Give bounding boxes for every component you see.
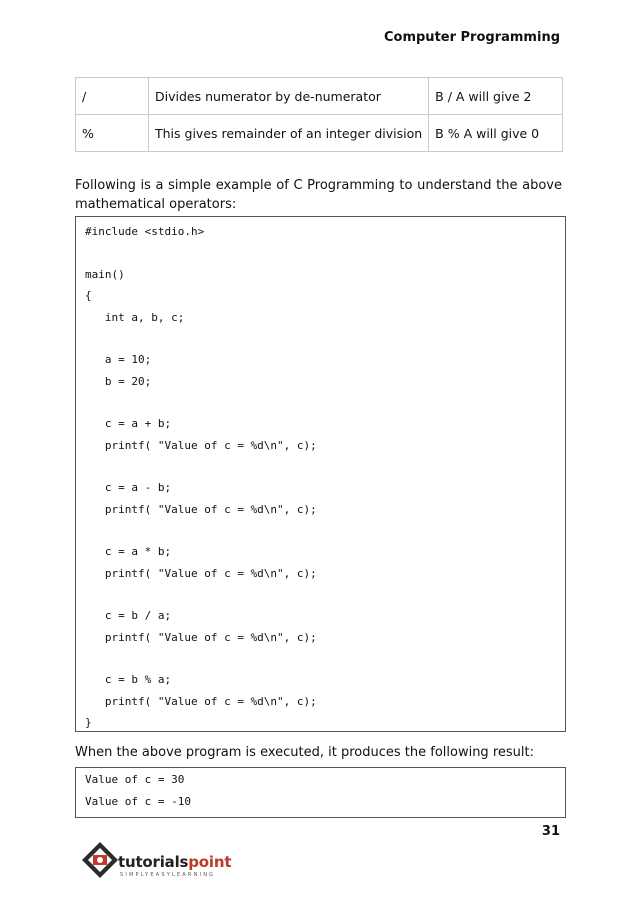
code-line: { [85,289,92,302]
operator-cell: % [76,115,149,152]
description-cell: Divides numerator by de-numerator [149,78,429,115]
output-block [75,767,566,818]
table-row [76,78,563,115]
table-row [76,115,563,152]
intro-line-2: mathematical operators: [75,197,237,212]
code-block [75,216,566,732]
code-line: c = a * b; [85,545,172,558]
code-line: c = b % a; [85,673,172,686]
operator-cell: / [76,78,149,115]
code-line: int a, b, c; [85,311,185,324]
logo-tagline: SIMPLYEASYLEARNING [120,872,216,878]
example-cell: B / A will give 2 [429,78,563,115]
code-line: a = 10; [85,353,152,366]
code-line: } [85,716,92,729]
page-number: 31 [541,824,560,839]
page-header-title: Computer Programming [383,30,560,45]
logo-text-a: tutorials [118,853,189,871]
result-note: When the above program is executed, it produces the following result: [75,745,534,760]
description-cell: This gives remainder of an integer division [149,115,429,152]
code-line: printf( "Value of c = %d\n", c); [85,503,317,516]
logo-wordmark [118,853,231,871]
output-line: Value of c = -10 [85,795,191,808]
logo-text-b: point [188,853,232,871]
code-line: c = b / a; [85,609,172,622]
code-line: b = 20; [85,375,152,388]
code-line: printf( "Value of c = %d\n", c); [85,695,317,708]
code-line: c = a + b; [85,417,172,430]
intro-paragraph [75,176,562,214]
code-line: printf( "Value of c = %d\n", c); [85,631,317,644]
operators-table [75,77,563,152]
code-line: printf( "Value of c = %d\n", c); [85,439,317,452]
output-line: Value of c = 30 [85,773,185,786]
example-cell: B % A will give 0 [429,115,563,152]
code-line: main() [85,268,125,281]
code-line: printf( "Value of c = %d\n", c); [85,567,317,580]
code-line: #include <stdio.h> [85,225,205,238]
code-line: c = a - b; [85,481,172,494]
intro-line-1: Following is a simple example of C Programming to understand the above [75,178,562,193]
